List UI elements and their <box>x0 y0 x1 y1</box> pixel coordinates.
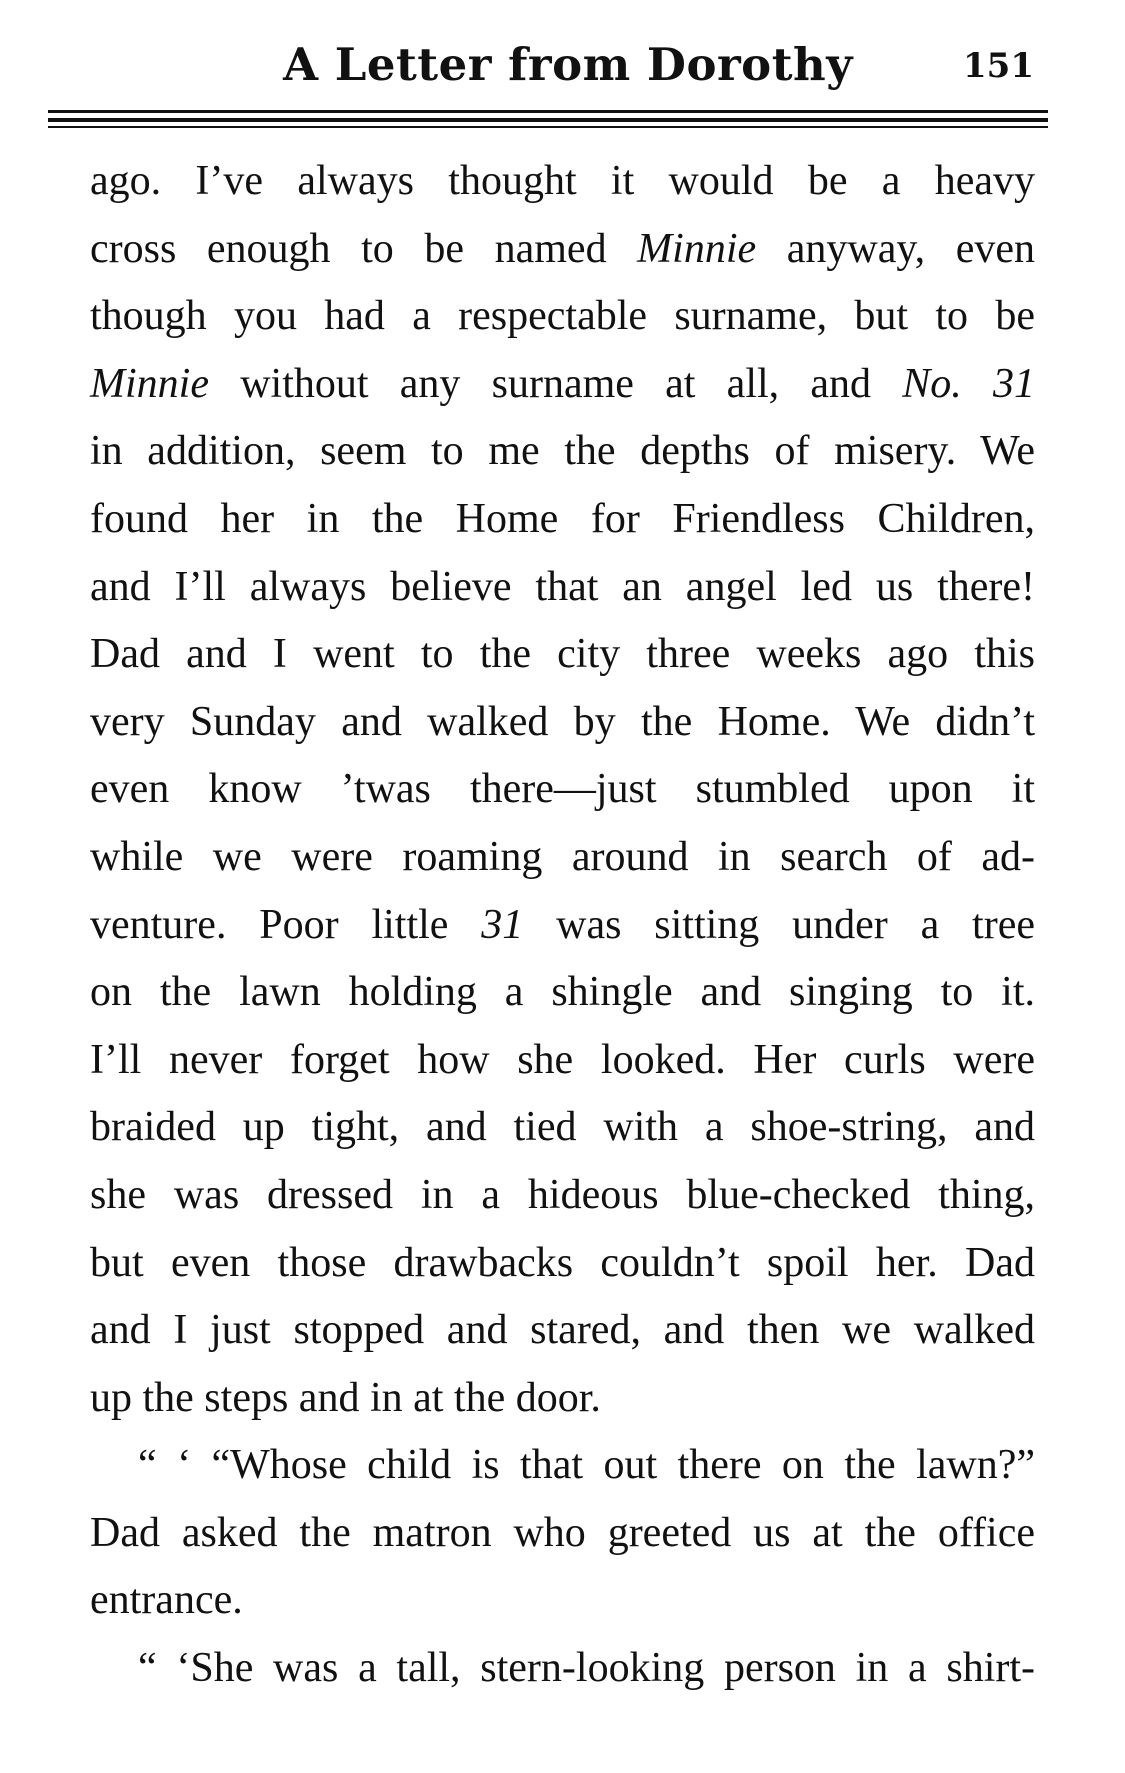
text-line: found her in the Home for Friendless Children, <box>90 495 1035 542</box>
text-line: venture. Poor little 31 was sitting under a tree <box>90 901 1035 948</box>
text-line: ago. I’ve always thought it would be a heavy <box>90 158 1035 204</box>
text-line: very Sunday and walked by the Home. We didn’t <box>90 698 1035 745</box>
text-line: she was dressed in a hideous blue-checked thing, <box>90 1171 1035 1218</box>
text-line: entrance. <box>90 1577 243 1624</box>
text-line: in addition, seem to me the depths of misery. We <box>90 428 1035 475</box>
text-line: while we were roaming around in search of ad- <box>90 833 1035 880</box>
header-rule <box>48 126 1048 128</box>
text-line: Minnie without any surname at all, and No. 31 <box>90 360 1035 407</box>
text-line: but even those drawbacks couldn’t spoil her. Dad <box>90 1239 1035 1286</box>
header-rule <box>48 118 1048 122</box>
running-title: A Letter from Dorothy <box>283 38 853 91</box>
text-line: on the lawn holding a shingle and singing to it. <box>90 969 1035 1016</box>
running-head <box>92 38 1044 108</box>
text-line: Dad and I went to the city three weeks ago this <box>90 631 1035 678</box>
text-line: and I’ll always believe that an angel led us there! <box>90 563 1035 610</box>
text-line: though you had a respectable surname, but to be <box>90 293 1035 340</box>
text-line: up the steps and in at the door. <box>90 1374 601 1421</box>
text-line: “ ‘She was a tall, stern-looking person in a shirt- <box>138 1645 1035 1692</box>
header-rule <box>48 110 1048 113</box>
text-line: braided up tight, and tied with a shoe-string, and <box>90 1104 1035 1151</box>
text-line: cross enough to be named Minnie anyway, even <box>90 225 1035 272</box>
page-number: 151 <box>963 46 1034 86</box>
body-text <box>90 148 1035 1703</box>
text-line: and I just stopped and stared, and then we walked <box>90 1307 1035 1354</box>
text-line: Dad asked the matron who greeted us at the office <box>90 1509 1035 1556</box>
text-line: “ ‘ “Whose child is that out there on the lawn?” <box>138 1442 1035 1489</box>
text-line: even know ’twas there—just stumbled upon it <box>90 766 1035 813</box>
text-line: I’ll never forget how she looked. Her curls were <box>90 1036 1035 1083</box>
